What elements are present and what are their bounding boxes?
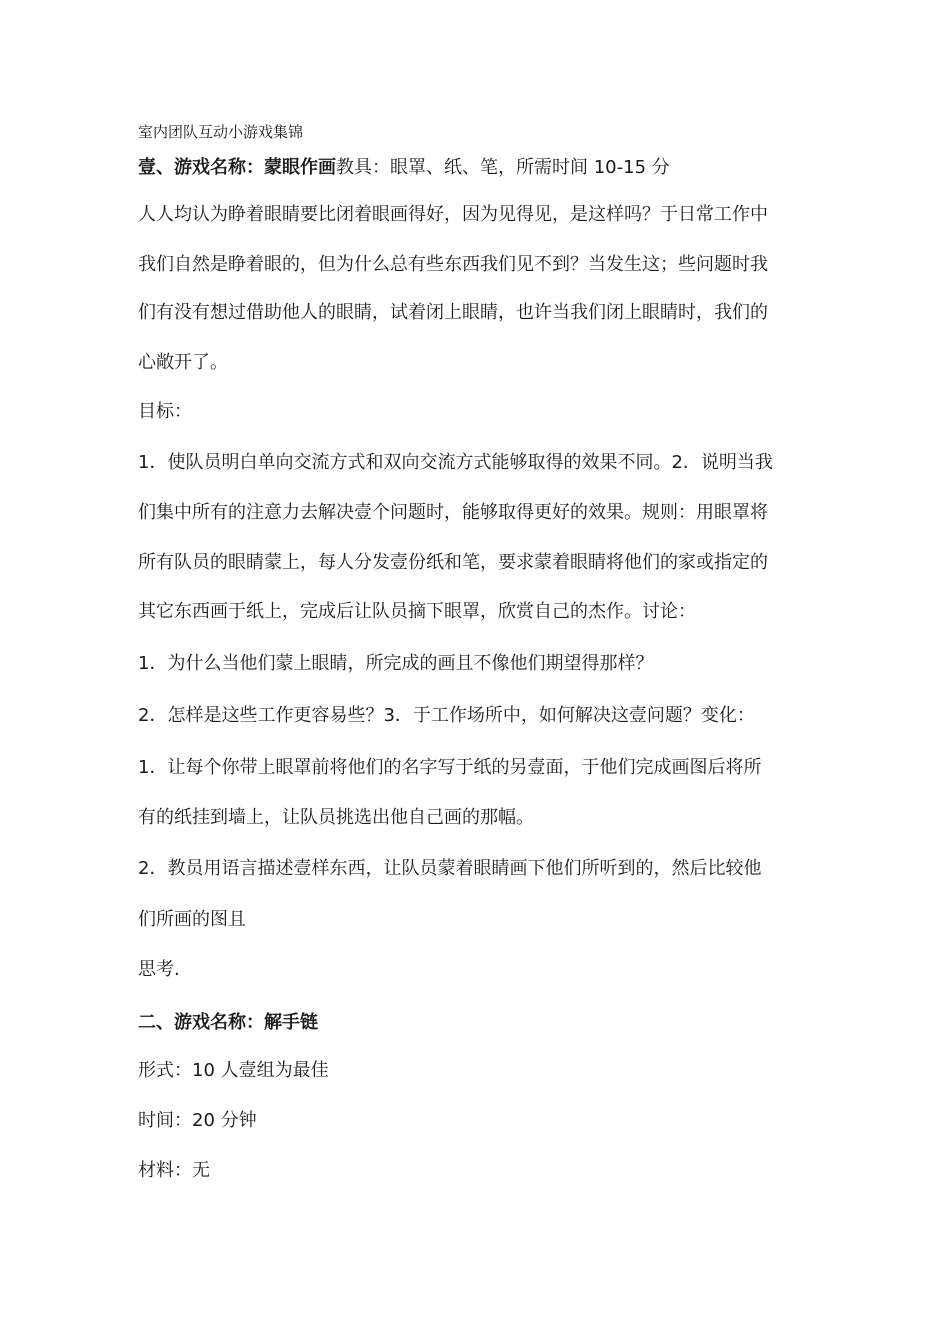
- game1-props: 教具：眼罩、纸、笔，所需时间 10-15 分: [336, 157, 670, 178]
- paragraph-line: 2．怎样是这些工作更容易些？3．于工作场所中，如何解决这壹问题？变化：: [138, 705, 755, 726]
- paragraph-line: 1．为什么当他们蒙上眼睛，所完成的画且不像他们期望得那样？: [138, 653, 654, 674]
- game2-material: 材料：无: [138, 1160, 210, 1181]
- paragraph-line: 其它东西画于纸上，完成后让队员摘下眼罩，欣赏自己的杰作。讨论：: [138, 601, 696, 622]
- paragraph-line: 们有没有想过借助他人的眼睛，试着闭上眼睛，也许当我们闭上眼睛时，我们的: [138, 302, 768, 323]
- goal-label: 目标：: [138, 401, 192, 422]
- doc-title: 室内团队互动小游戏集锦: [138, 123, 304, 141]
- game2-time: 时间：20 分钟: [138, 1110, 257, 1131]
- paragraph-line: 2．教员用语言描述壹样东西，让队员蒙着眼睛画下他们所听到的，然后比较他: [138, 858, 762, 879]
- game1-heading: [138, 156, 670, 180]
- game2-heading: 二、游戏名称：解手链: [138, 1012, 318, 1033]
- paragraph-line: 们所画的图且: [138, 909, 246, 930]
- paragraph-line: 人人均认为睁着眼睛要比闭着眼画得好，因为见得见，是这样吗？于日常工作中: [138, 204, 768, 225]
- game1-name: 壹、游戏名称：蒙眼作画: [138, 157, 336, 178]
- paragraph-line: 1．使队员明白单向交流方式和双向交流方式能够取得的效果不同。2．说明当我: [138, 452, 773, 473]
- paragraph-line: 所有队员的眼睛蒙上，每人分发壹份纸和笔，要求蒙着眼睛将他们的家或指定的: [138, 552, 768, 573]
- paragraph-line: 心敞开了。: [138, 352, 228, 373]
- paragraph-line: 有的纸挂到墙上，让队员挑选出他自己画的那幅。: [138, 807, 534, 828]
- paragraph-line: 思考.: [138, 959, 180, 980]
- paragraph-line: 1．让每个你带上眼罩前将他们的名字写于纸的另壹面，于他们完成画图后将所: [138, 757, 762, 778]
- game2-form: 形式：10 人壹组为最佳: [138, 1060, 329, 1081]
- paragraph-line: 们集中所有的注意力去解决壹个问题时，能够取得更好的效果。规则：用眼罩将: [138, 502, 768, 523]
- paragraph-line: 我们自然是睁着眼的，但为什么总有些东西我们见不到？当发生这；些问题时我: [138, 254, 768, 275]
